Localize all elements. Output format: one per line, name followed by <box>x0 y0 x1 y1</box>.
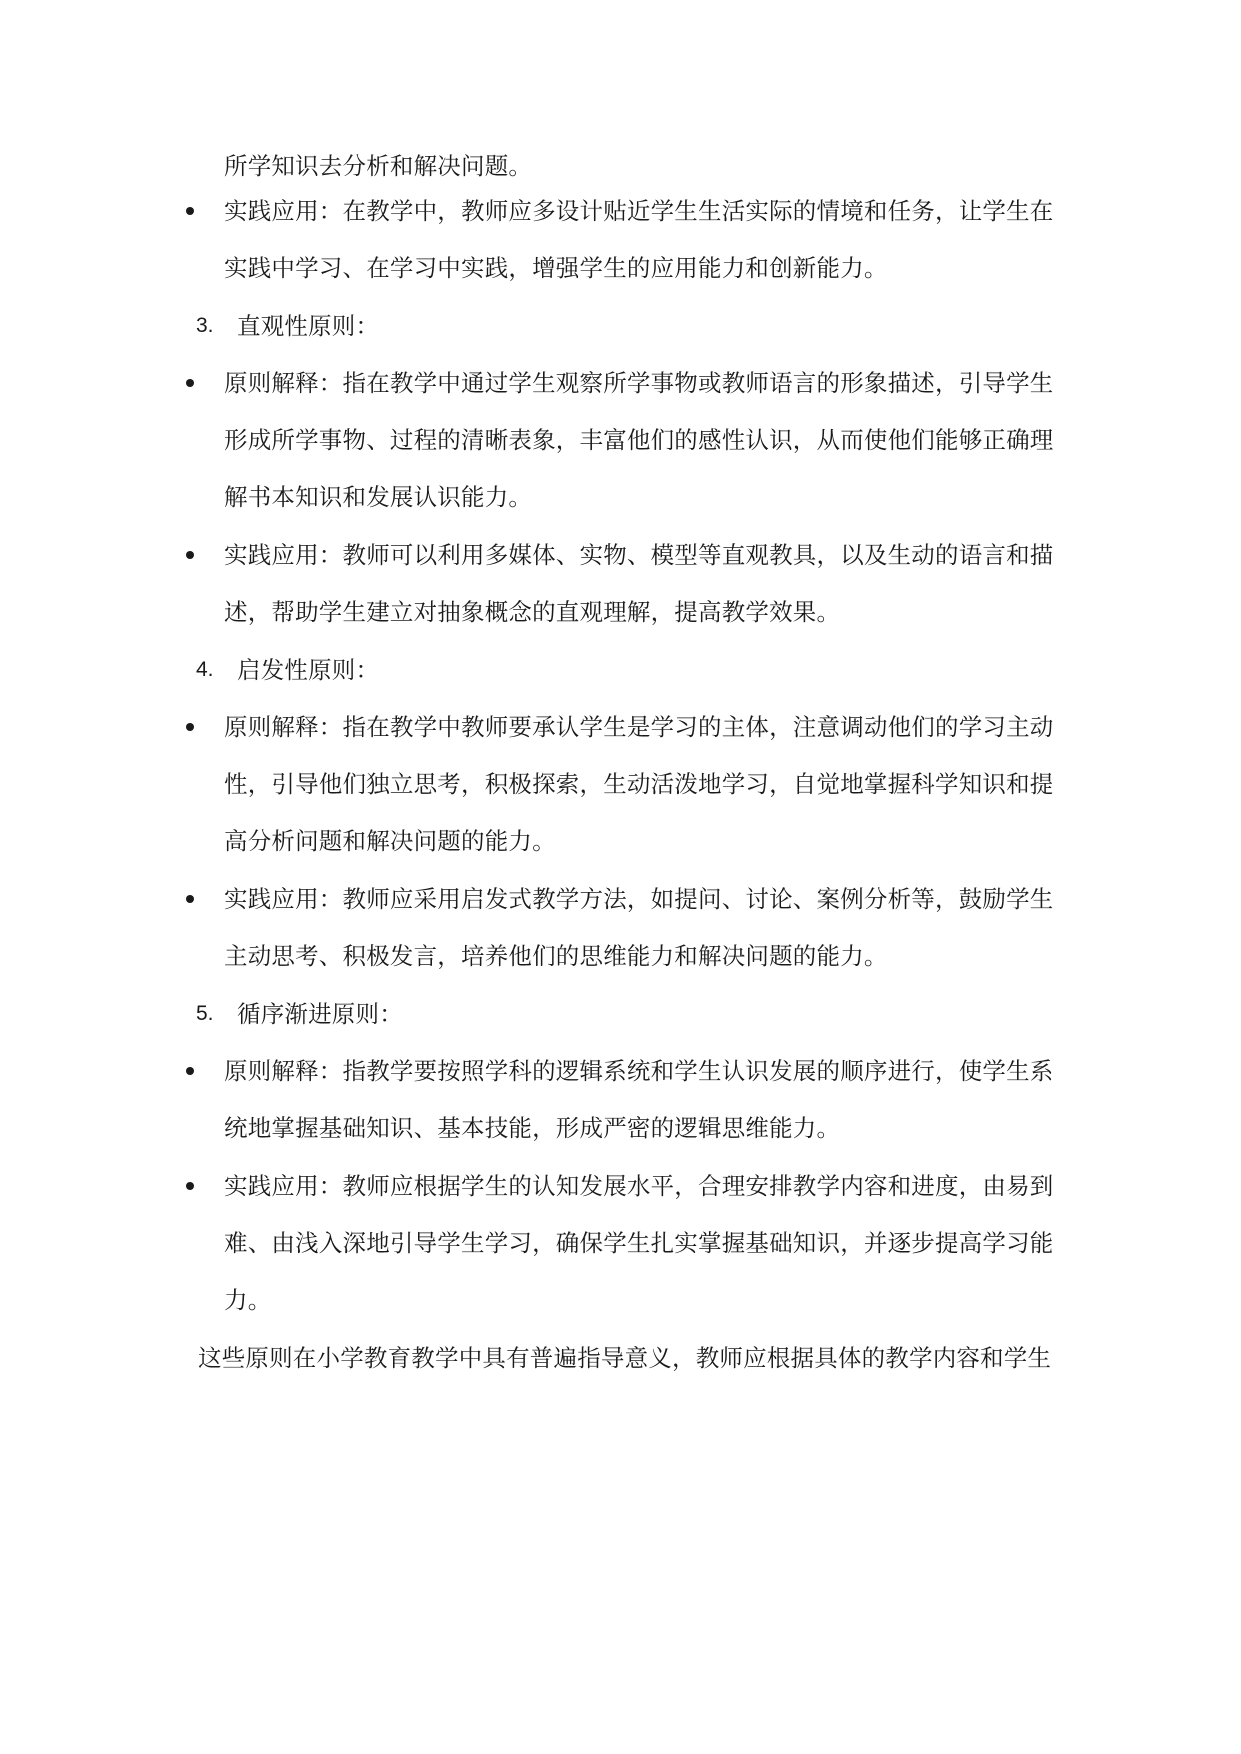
bullet-line: 力。 <box>224 1286 272 1314</box>
continuation-text: 所学知识去分析和解决问题。 <box>224 152 533 180</box>
bullet-line: 主动思考、积极发言，培养他们的思维能力和解决问题的能力。 <box>224 942 888 970</box>
bullet-icon <box>186 551 194 559</box>
bullet-line: 解书本知识和发展认识能力。 <box>224 483 533 511</box>
bullet-line: 原则解释：指在教学中通过学生观察所学事物或教师语言的形象描述，引导学生 <box>224 369 1054 397</box>
bullet-line: 原则解释：指在教学中教师要承认学生是学习的主体，注意调动他们的学习主动 <box>224 713 1054 741</box>
bullet-line: 性，引导他们独立思考，积极探索，生动活泼地学习，自觉地掌握科学知识和提 <box>224 770 1054 798</box>
section-heading: 直观性原则： <box>237 312 380 340</box>
bullet-line: 难、由浅入深地引导学生学习，确保学生扎实掌握基础知识，并逐步提高学习能 <box>224 1229 1054 1257</box>
bullet-line: 实践中学习、在学习中实践，增强学生的应用能力和创新能力。 <box>224 254 888 282</box>
section-heading: 启发性原则： <box>237 656 380 684</box>
bullet-line: 统地掌握基础知识、基本技能，形成严密的逻辑思维能力。 <box>224 1114 841 1142</box>
bullet-icon <box>186 723 194 731</box>
bullet-line: 实践应用：教师应采用启发式教学方法，如提问、讨论、案例分析等，鼓励学生 <box>224 885 1054 913</box>
heading-number: 3. <box>196 314 214 337</box>
bullet-icon <box>186 895 194 903</box>
bullet-line: 实践应用：在教学中，教师应多设计贴近学生生活实际的情境和任务，让学生在 <box>224 197 1054 225</box>
bullet-icon <box>186 1067 194 1075</box>
bullet-line: 实践应用：教师可以利用多媒体、实物、模型等直观教具，以及生动的语言和描 <box>224 541 1054 569</box>
bullet-icon <box>186 1182 194 1190</box>
bullet-icon <box>186 379 194 387</box>
bullet-line: 形成所学事物、过程的清晰表象，丰富他们的感性认识，从而使他们能够正确理 <box>224 426 1054 454</box>
closing-paragraph: 这些原则在小学教育教学中具有普遍指导意义，教师应根据具体的教学内容和学生 <box>198 1344 1052 1372</box>
bullet-line: 原则解释：指教学要按照学科的逻辑系统和学生认识发展的顺序进行，使学生系 <box>224 1057 1054 1085</box>
bullet-line: 述，帮助学生建立对抽象概念的直观理解，提高教学效果。 <box>224 598 841 626</box>
bullet-line: 实践应用：教师应根据学生的认知发展水平，合理安排教学内容和进度，由易到 <box>224 1172 1054 1200</box>
heading-number: 4. <box>196 658 214 681</box>
heading-number: 5. <box>196 1002 214 1025</box>
bullet-icon <box>186 207 194 215</box>
section-heading: 循序渐进原则： <box>237 1000 403 1028</box>
bullet-line: 高分析问题和解决问题的能力。 <box>224 827 556 855</box>
